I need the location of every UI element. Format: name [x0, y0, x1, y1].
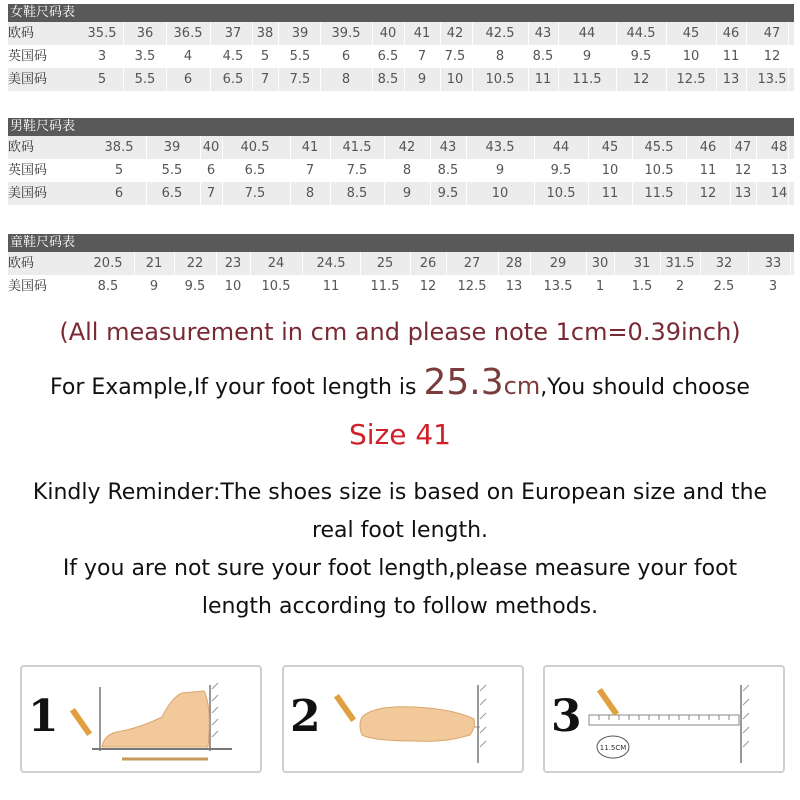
- table-cell: 24: [267, 256, 285, 271]
- ruler-label: 11.5CM: [599, 744, 627, 752]
- table-cell: 40.5: [240, 140, 270, 155]
- table-cell: 12.5: [457, 279, 487, 294]
- row-label: 英国码: [8, 49, 48, 64]
- table-cell: 7: [260, 72, 270, 87]
- table-cell: 9.5: [630, 49, 652, 64]
- table-cell: 6.5: [244, 163, 266, 178]
- size-result: Size 41: [348, 418, 451, 451]
- table-cell: 40: [379, 26, 397, 41]
- kids-size-table: [8, 234, 794, 298]
- table-cell: 32: [715, 256, 733, 271]
- table-cell: 8.5: [532, 49, 554, 64]
- table-cell: 13: [734, 186, 752, 201]
- table-cell: 29: [549, 256, 567, 271]
- men-size-table: [8, 118, 794, 205]
- table-cell: 7: [417, 49, 427, 64]
- men-table-title: 男鞋尺码表: [8, 118, 794, 136]
- step-2-number: 2: [290, 691, 321, 742]
- table-cell: 47: [763, 26, 781, 41]
- table-cell: 13: [770, 163, 788, 178]
- step-1-number: 1: [28, 691, 59, 742]
- example-prefix: For Example,If your foot length is: [50, 375, 424, 400]
- ruler-measure-icon: [545, 667, 785, 773]
- example-note: [0, 362, 800, 403]
- table-cell: 8: [341, 72, 351, 87]
- table-cell: 36.5: [173, 26, 203, 41]
- table-cell: 8.5: [437, 163, 459, 178]
- table-cell: 41: [413, 26, 431, 41]
- table-cell: 26: [419, 256, 437, 271]
- table-cell: 7.5: [444, 49, 466, 64]
- table-cell: 6: [206, 163, 216, 178]
- table-cell: 13.5: [543, 279, 573, 294]
- table-cell: 1: [595, 279, 605, 294]
- table-cell: 6: [183, 72, 193, 87]
- table-cell: 39.5: [331, 26, 361, 41]
- table-cell: 7: [206, 186, 216, 201]
- table-cell: 13: [722, 72, 740, 87]
- table-cell: 46: [722, 26, 740, 41]
- table-cell: 11.5: [572, 72, 602, 87]
- table-cell: 10: [491, 186, 509, 201]
- table-cell: 10.5: [261, 279, 291, 294]
- table-cell: 8: [495, 49, 505, 64]
- table-cell: 31.5: [665, 256, 695, 271]
- table-cell: 9: [582, 49, 592, 64]
- table-cell: 12: [699, 186, 717, 201]
- row-label: 欧码: [8, 26, 35, 41]
- table-cell: 9: [495, 163, 505, 178]
- table-cell: 24.5: [316, 256, 346, 271]
- table-cell: 7: [305, 163, 315, 178]
- men-row: [8, 136, 794, 159]
- table-cell: 44: [578, 26, 596, 41]
- step-3-number: 3: [551, 691, 582, 742]
- table-cell: 9.5: [437, 186, 459, 201]
- step-1-panel: [20, 665, 262, 773]
- example-unit: cm: [503, 372, 541, 400]
- table-cell: 14: [770, 186, 788, 201]
- women-row: [8, 45, 794, 68]
- table-cell: 6.5: [161, 186, 183, 201]
- table-cell: 45.5: [644, 140, 674, 155]
- women-table-body: [8, 22, 794, 91]
- table-cell: 36: [136, 26, 154, 41]
- table-cell: 22: [186, 256, 204, 271]
- table-cell: 3: [768, 279, 778, 294]
- table-cell: 10.5: [546, 186, 576, 201]
- table-cell: 11.5: [370, 279, 400, 294]
- table-cell: 25: [376, 256, 394, 271]
- men-table-body: [8, 136, 794, 205]
- table-cell: 44.5: [626, 26, 656, 41]
- table-cell: 11: [722, 49, 740, 64]
- foot-top-measure-icon: [284, 667, 524, 773]
- table-cell: 12: [632, 72, 650, 87]
- table-cell: 8.5: [377, 72, 399, 87]
- table-cell: 5: [260, 49, 270, 64]
- kids-table-title: 童鞋尺码表: [8, 234, 794, 252]
- example-suffix: ,You should choose: [540, 375, 750, 400]
- table-cell: 12: [734, 163, 752, 178]
- table-cell: 39: [291, 26, 309, 41]
- row-label: 美国码: [8, 186, 48, 201]
- table-cell: 11: [322, 279, 340, 294]
- table-cell: 11: [601, 186, 619, 201]
- table-cell: 2: [675, 279, 685, 294]
- table-cell: 9: [402, 186, 412, 201]
- table-cell: 43: [534, 26, 552, 41]
- table-cell: 33: [764, 256, 782, 271]
- table-cell: 42: [398, 140, 416, 155]
- example-value: 25.3: [423, 362, 504, 403]
- table-cell: 28: [505, 256, 523, 271]
- reminder-line-2: real foot length.: [311, 518, 489, 543]
- table-cell: 12: [419, 279, 437, 294]
- table-cell: 31: [633, 256, 651, 271]
- table-cell: 39: [163, 140, 181, 155]
- table-cell: 46: [699, 140, 717, 155]
- women-row: [8, 22, 794, 45]
- table-cell: 6.5: [222, 72, 244, 87]
- table-cell: 38.5: [104, 140, 134, 155]
- table-cell: 47: [734, 140, 752, 155]
- table-cell: 10: [601, 163, 619, 178]
- table-cell: 9: [149, 279, 159, 294]
- table-cell: 9: [417, 72, 427, 87]
- kids-table-body: [8, 252, 794, 298]
- row-label: 美国码: [8, 72, 48, 87]
- table-cell: 41: [301, 140, 319, 155]
- table-cell: 9.5: [184, 279, 206, 294]
- table-cell: 48: [770, 140, 788, 155]
- kids-row: [8, 275, 794, 298]
- table-cell: 6: [341, 49, 351, 64]
- table-cell: 27: [463, 256, 481, 271]
- table-cell: 7.5: [244, 186, 266, 201]
- table-cell: 45: [601, 140, 619, 155]
- table-cell: 8: [402, 163, 412, 178]
- table-cell: 10.5: [485, 72, 515, 87]
- women-table-title: 女鞋尺码表: [8, 4, 794, 22]
- table-cell: 8: [305, 186, 315, 201]
- reminder-line-3: If you are not sure your foot length,please measure your foot: [62, 556, 738, 581]
- row-label: 英国码: [8, 163, 48, 178]
- table-cell: 30: [591, 256, 609, 271]
- table-cell: 11: [534, 72, 552, 87]
- row-label: 欧码: [8, 256, 35, 271]
- table-cell: 2.5: [713, 279, 735, 294]
- table-cell: 42: [446, 26, 464, 41]
- table-cell: 13.5: [757, 72, 787, 87]
- table-cell: 4.5: [222, 49, 244, 64]
- table-cell: 43: [439, 140, 457, 155]
- table-cell: 5: [114, 163, 124, 178]
- table-cell: 37: [224, 26, 242, 41]
- women-size-table: [8, 4, 794, 91]
- table-cell: 7.5: [289, 72, 311, 87]
- table-cell: 23: [224, 256, 242, 271]
- kids-row: [8, 252, 794, 275]
- table-cell: 5: [97, 72, 107, 87]
- table-cell: 13: [505, 279, 523, 294]
- measurement-note: (All measurement in cm and please note 1cm=0.39inch): [59, 318, 741, 346]
- step-3-panel: [543, 665, 785, 773]
- table-cell: 11: [699, 163, 717, 178]
- table-cell: 5.5: [161, 163, 183, 178]
- table-cell: 1.5: [631, 279, 653, 294]
- row-label: 美国码: [8, 279, 48, 294]
- table-cell: 38: [256, 26, 274, 41]
- table-cell: 10.5: [644, 163, 674, 178]
- table-cell: 3: [97, 49, 107, 64]
- table-cell: 12.5: [676, 72, 706, 87]
- table-cell: 6: [114, 186, 124, 201]
- men-row: [8, 182, 794, 205]
- men-row: [8, 159, 794, 182]
- table-cell: 41.5: [342, 140, 372, 155]
- table-cell: 6.5: [377, 49, 399, 64]
- step-2-panel: [282, 665, 524, 773]
- table-cell: 10: [446, 72, 464, 87]
- table-cell: 5.5: [289, 49, 311, 64]
- table-cell: 12: [763, 49, 781, 64]
- table-cell: 45: [682, 26, 700, 41]
- table-cell: 21: [145, 256, 163, 271]
- reminder-line-1: Kindly Reminder:The shoes size is based on European size and the: [32, 480, 768, 505]
- table-cell: 20.5: [93, 256, 123, 271]
- foot-side-measure-icon: [22, 667, 262, 773]
- table-cell: 35.5: [87, 26, 117, 41]
- women-row: [8, 68, 794, 91]
- table-cell: 3.5: [134, 49, 156, 64]
- table-cell: 11.5: [644, 186, 674, 201]
- table-cell: 7.5: [346, 163, 368, 178]
- table-cell: 10: [682, 49, 700, 64]
- table-cell: 40: [202, 140, 220, 155]
- reminder-line-4: length according to follow methods.: [201, 594, 599, 619]
- table-cell: 8.5: [97, 279, 119, 294]
- table-cell: 4: [183, 49, 193, 64]
- table-cell: 42.5: [485, 26, 515, 41]
- table-cell: 10: [224, 279, 242, 294]
- table-cell: 44: [552, 140, 570, 155]
- table-cell: 5.5: [134, 72, 156, 87]
- table-cell: 8.5: [346, 186, 368, 201]
- table-cell: 9.5: [550, 163, 572, 178]
- row-label: 欧码: [8, 140, 35, 155]
- table-cell: 43.5: [485, 140, 515, 155]
